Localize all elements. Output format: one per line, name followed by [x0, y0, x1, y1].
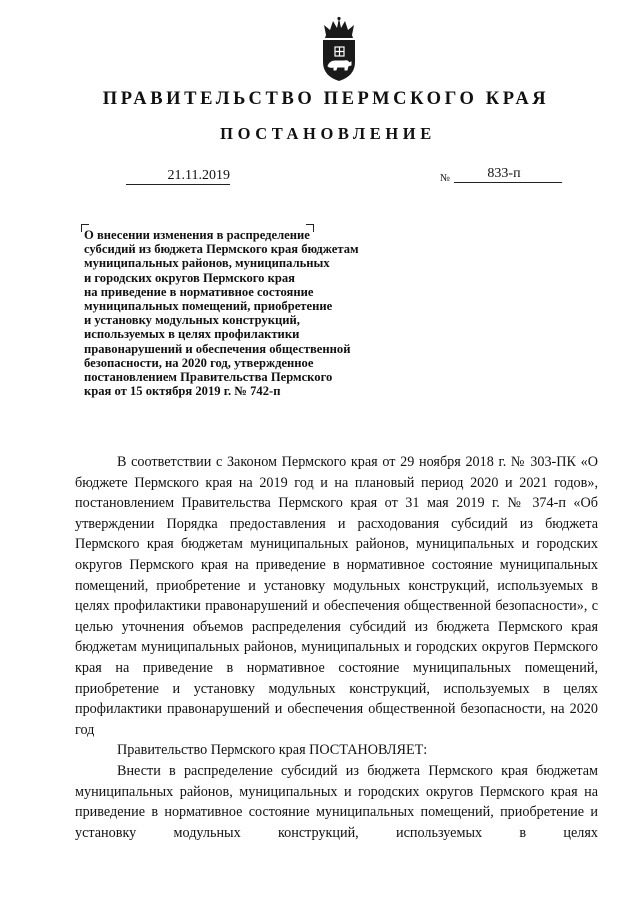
document-body	[75, 452, 598, 843]
number-sign: №	[440, 173, 451, 184]
body-paragraph-clause: Внести в распределение субсидий из бюджета Пермского края бюджетам муниципальных районов, муниципальных и городских округов Пермского края на приведение в нормативное состояние муниципальных помещений, приобретение и установку модульных конструкций, используемых в целях	[75, 762, 598, 841]
crown-icon	[324, 17, 354, 38]
document-type-heading: ПОСТАНОВЛЕНИЕ	[220, 124, 436, 143]
coat-of-arms-icon	[318, 16, 360, 82]
government-heading: ПРАВИТЕЛЬСТВО ПЕРМСКОГО КРАЯ	[102, 89, 550, 109]
document-date: 21.11.2019	[126, 168, 230, 185]
body-paragraph-preamble: В соответствии с Законом Пермского края от 29 ноября 2018 г. № 303-ПК «О бюджете Пермского края на 2019 год и на плановый период 2020 и 2021 годов», постановлением Правительства Пермского края от 31 мая 2019 г. № 374-п «Об утверждении Порядка предоставления и расходования субсидий из бюджета Пермского края бюджетам муниципальных районов, муниципальных и городских округов Пермского края на приведение в нормативное состояние муниципальных помещений, приобретение и установку модульных конструкций, используемых в целях профилактики правонарушений и обеспечения общественной безопасности», с целью уточнения объемов распределения субсидий из бюджета Пермского края бюджетам муниципальных районов, муниципальных и городских округов Пермского края на приведение в нормативное состояние муниципальных помещений, приобретение и установку модульных конструкций, используемых в целях профилактики правонарушений и обеспечения общественной безопасности, на 2020 год	[75, 454, 598, 738]
title-bracket-right	[306, 224, 314, 232]
document-title-block	[84, 228, 384, 398]
document-title: О внесении изменения в распределение субсидий из бюджета Пермского края бюджетам муниципальных районов, муниципальных и городских округов Пермского края на приведение в нормативное состояние муниципальных помещений, приобретение и установку модульных конструкций, используемых в целях профилактики правонарушений и обеспечения общественной безопасности, на 2020 год, утвержденное постановлением Правительства Пермского края от 15 октября 2019 г. № 742-п	[84, 228, 359, 399]
body-paragraph-resolves: Правительство Пермского края ПОСТАНОВЛЯЕТ:	[117, 742, 428, 759]
title-bracket-left	[81, 224, 89, 232]
document-number: 833-п	[454, 166, 562, 183]
